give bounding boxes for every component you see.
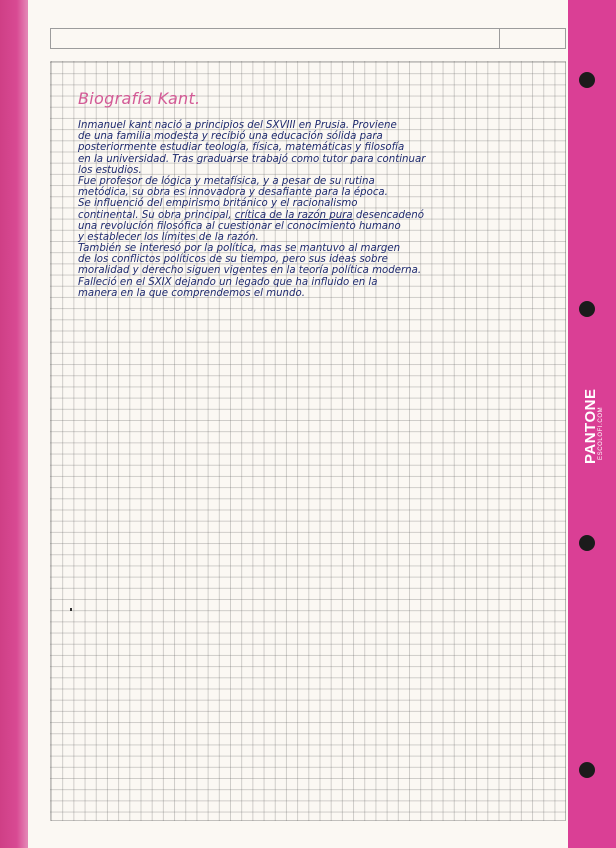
- binder-hole-icon: [579, 301, 595, 317]
- page-title: Biografía Kant.: [78, 89, 201, 108]
- ink-speck: [70, 608, 72, 611]
- text-line: moralidad y derecho siguen vigentes en la teoría política moderna.: [78, 265, 422, 277]
- brand-name: PANTONE: [582, 388, 599, 464]
- brand-website: ESCOLOFI.COM: [598, 406, 604, 460]
- text-line: posteriormente estudiar teología, física, matemáticas y filosofía: [78, 142, 405, 154]
- text-line: una revolución filosófica al cuestionar el conocimiento humano: [78, 220, 401, 232]
- handwritten-text: [78, 120, 564, 299]
- text-line: de una familia modesta y recibió una educación sólida para: [78, 131, 383, 143]
- binder-hole-icon: [579, 762, 595, 778]
- header-divider: [499, 29, 500, 48]
- text-line: También se interesó por la política, mas se mantuvo al margen: [78, 243, 401, 255]
- text-line: de los conflictos políticos de su tiempo, pero sus ideas sobre: [78, 254, 388, 266]
- text-line: Fue profesor de lógica y metafísica, y a pesar de su rutina: [78, 175, 375, 187]
- brand-logo: [578, 380, 606, 480]
- text-line: Falleció en el SXIX dejando un legado que ha influido en la: [78, 276, 378, 288]
- text-line: los estudios.: [78, 164, 142, 176]
- text-line: y establecer los límites de la razón.: [78, 231, 259, 243]
- underlined-work-title: crítica de la razón pura: [234, 209, 353, 221]
- text-line: Inmanuel kant nació a principios del SXVIII en Prusia. Proviene: [78, 120, 397, 131]
- text-line: metódica, su obra es innovadora y desafiante para la época.: [78, 187, 388, 199]
- left-cover-edge: [0, 0, 28, 848]
- text-fragment: desencadenó: [352, 209, 424, 221]
- text-line: [78, 210, 564, 221]
- text-line: en la universidad. Tras graduarse trabajó como tutor para continuar: [78, 153, 426, 165]
- text-line: Se influenció del empirismo británico y el racionalismo: [78, 198, 358, 210]
- text-fragment: continental. Su obra principal,: [78, 209, 232, 221]
- text-line: manera en la que comprendemos el mundo.: [78, 287, 305, 299]
- binder-hole-icon: [579, 72, 595, 88]
- binder-hole-icon: [579, 535, 595, 551]
- page-header-box: [50, 28, 566, 49]
